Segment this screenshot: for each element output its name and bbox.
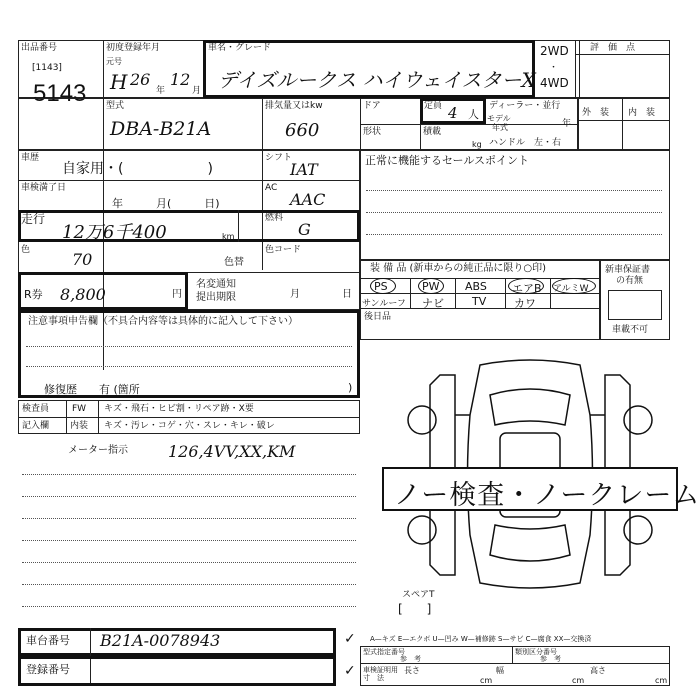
dealer-label: ディーラー・並行 <box>489 101 561 111</box>
load-unit: kg <box>472 140 482 149</box>
class-label2: 参 考 <box>540 655 561 663</box>
color-label: 色 <box>21 245 31 255</box>
mileage-value: 12万6千400 <box>62 222 167 243</box>
recycle-label: R券 <box>24 288 43 301</box>
rear-label: 後日品 <box>364 312 392 322</box>
shift-label: シフト <box>265 153 293 163</box>
model-year-label2: 年式 <box>492 123 508 132</box>
capacity-unit: 人 <box>468 108 479 121</box>
displacement-label: 排気量又はkw <box>265 101 323 111</box>
mileage-unit: km <box>222 232 235 241</box>
first-reg-label: 初度登録年月 <box>106 43 161 53</box>
repair-close: ) <box>348 381 353 394</box>
usage-label: 車歴 <box>21 153 40 163</box>
inspector-row1-head: FW <box>72 404 87 414</box>
door-label: ドア <box>363 101 381 111</box>
ac-value: AAC <box>290 190 326 209</box>
warranty-label1: 新車保証書 <box>605 265 651 275</box>
fuel-value: G <box>298 220 311 239</box>
circle-pw <box>418 278 444 294</box>
chassis-label: 車台番号 <box>26 634 70 647</box>
repair-label: 修復歴 有 (箇所 <box>44 383 140 396</box>
era-value: H <box>110 70 128 94</box>
width-cm: cm <box>572 676 585 685</box>
stamp-text: ノー検査・ノークレーム <box>394 480 700 511</box>
width-label: 幅 <box>496 666 504 675</box>
lot-label: 出品番号 <box>21 43 58 53</box>
load-label: 積載 <box>423 127 442 137</box>
fuel-label: 燃料 <box>265 213 284 223</box>
drive-2wd: 2WD <box>540 44 569 58</box>
drive-sep: ・ <box>549 63 559 73</box>
model-name-value: デイズルークス ハイウェイスターX <box>218 68 536 92</box>
warranty-inner <box>608 290 662 320</box>
model-name-label: 車名・グレード <box>208 43 272 53</box>
month-unit: 月 <box>192 86 202 96</box>
dims-label2: 寸 法 <box>363 674 384 682</box>
inspector-label2: 記入欄 <box>22 421 50 431</box>
shift-value: IAT <box>290 160 318 179</box>
height-cm: cm <box>655 676 668 685</box>
height-label: 高さ <box>590 666 606 675</box>
month-value: 12 <box>170 70 191 89</box>
color-change-label: 色替 <box>224 257 244 268</box>
equip-airbag: エアB <box>512 282 542 295</box>
inspection-value: 年 月( 日) <box>112 197 220 210</box>
warranty-label2: の有無 <box>616 276 644 286</box>
color-value: 70 <box>72 250 93 269</box>
equip-alloy: アルミW <box>553 284 589 294</box>
equipment-title: 装 備 品 (新車からの純正品に限り○印) <box>370 263 547 274</box>
notes-title: 注意事項申告欄（不具合内容等は具体的に記入して下さい） <box>28 316 298 327</box>
cert-label2: 参 考 <box>400 655 421 663</box>
equip-tv: TV <box>472 295 487 308</box>
inspector-row1: キズ・飛石・ヒビ割・リペア跡・X要 <box>104 404 254 414</box>
lot-number: 5143 <box>33 80 87 107</box>
recycle-value: 8,800 <box>60 285 106 304</box>
equip-navi: ナビ <box>422 297 444 310</box>
reg-label: 登録番号 <box>26 663 70 676</box>
inspector-row2: キズ・汚レ・コゲ・穴・スレ・キレ・破レ <box>104 421 275 431</box>
circle-ps <box>370 278 396 294</box>
circle-alloy <box>552 278 596 294</box>
model-year-unit: 年 <box>562 119 572 129</box>
chassis-check: ✓ <box>344 631 356 647</box>
inspection-label: 車検満了日 <box>21 183 67 193</box>
tax-day: 日 <box>342 289 352 300</box>
reg-check: ✓ <box>344 663 356 679</box>
equip-pw: PW <box>422 280 440 293</box>
circle-airbag <box>508 278 544 294</box>
recycle-unit: 円 <box>172 289 182 300</box>
usage-value: 自家用・( ) <box>62 161 213 177</box>
capacity-value: 4 <box>448 104 458 122</box>
inspector-label1: 検査員 <box>22 404 50 414</box>
capacity-label: 定員 <box>424 101 443 111</box>
lot-bracket: [1143] <box>32 63 62 73</box>
ac-label: AC <box>265 183 278 193</box>
era-label: 元号 <box>106 57 122 66</box>
shape-label: 形状 <box>363 127 382 137</box>
dims-label: 車検証明用 <box>363 666 398 674</box>
drive-4wd: 4WD <box>540 76 569 90</box>
color-code-label: 色コード <box>265 245 302 255</box>
model-year-label: モデル <box>487 114 511 123</box>
exterior-box <box>578 98 670 150</box>
meter-value: 126,4VV,XX,KM <box>168 442 296 461</box>
year-value: 26 <box>130 70 151 89</box>
handle-label: ハンドル 左・右 <box>489 138 562 148</box>
legend: A—キズ E—エクボ U—凹み W—補修跡 S—サビ C—腐食 XX—交換済 <box>370 635 592 643</box>
interior-label: 内 装 <box>628 108 656 118</box>
year-unit: 年 <box>156 86 166 96</box>
chassis-value: B21A-0078943 <box>100 631 221 650</box>
type-value: DBA-B21A <box>110 118 212 140</box>
equip-sunroof: サンルーフ <box>362 299 406 309</box>
equip-ps: PS <box>374 280 388 293</box>
displacement-value: 660 <box>285 120 320 141</box>
type-label: 型式 <box>106 101 125 111</box>
tax-label2: 提出期限 <box>196 292 236 303</box>
tax-label1: 名変通知 <box>196 279 236 290</box>
inspector-row2-head: 内装 <box>70 421 89 431</box>
length-cm: cm <box>480 676 493 685</box>
cert-label: 型式指定番号 <box>363 648 405 656</box>
equip-abs: ABS <box>465 280 487 293</box>
class-label: 類別区分番号 <box>515 648 557 656</box>
mileage-label: 走行 <box>21 212 46 226</box>
tax-month: 月 <box>290 289 300 300</box>
warranty-none: 車載不可 <box>612 325 649 335</box>
exterior-label: 外 装 <box>582 108 610 118</box>
length-label: 長さ <box>404 666 420 675</box>
meter-label: メーター指示 <box>68 445 128 456</box>
selling-points-title: 正常に機能するセールスポイント <box>365 154 530 167</box>
spare-bracket: [ ] <box>398 602 432 616</box>
spare-label: スペアT <box>402 590 435 600</box>
equip-leather: カワ <box>514 297 536 310</box>
rating-label: 評 価 点 <box>590 43 636 53</box>
no-claim-stamp <box>382 467 700 511</box>
